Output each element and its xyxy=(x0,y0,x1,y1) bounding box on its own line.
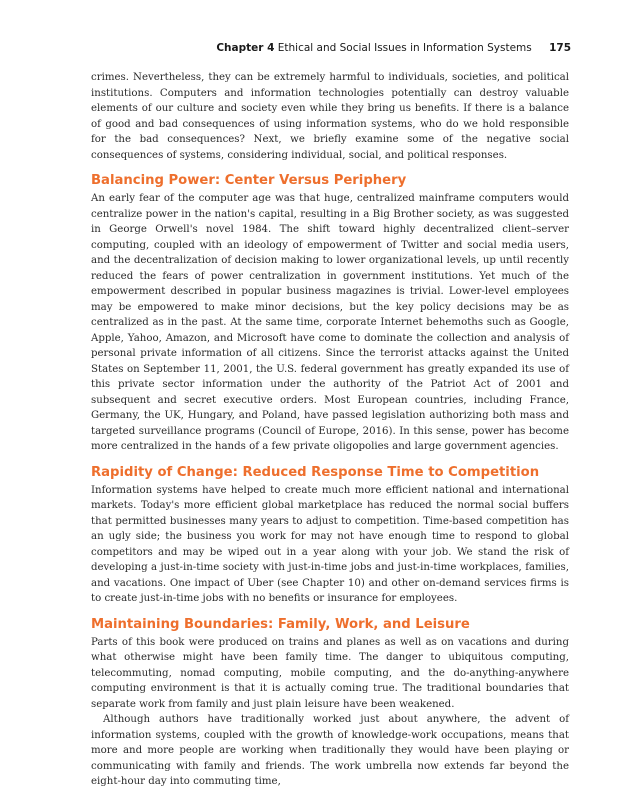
intro-paragraph: crimes. Nevertheless, they can be extremely harmful to individuals, societies, and political institutions. Computers and information technologies potentially can destroy valuable elements of our culture and society even while they bring us benefits. If there is a balance of good and bad consequences of using information systems, who do we hold responsible for the bad consequences? Next, we briefly examine some of the negative social consequences of systems, considering individual, social, and political responses. xyxy=(91,72,569,161)
body-text xyxy=(91,70,569,790)
section-heading-balancing-power: Balancing Power: Center Versus Periphery xyxy=(91,173,407,188)
section-paragraph: An early fear of the computer age was that huge, centralized mainframe computers would centralize power in the nation's capital, resulting in a Big Brother society, as was suggested in George Orwell's novel 1984. The shift toward highly decentralized client–server computing, coupled with an ideology of empowerment of Twitter and social media users, and the decentralization of decision making to lower organizational levels, up until recently reduced the fears of power centralization in government institutions. Yet much of the empowerment described in popular business magazines is trivial. Lower-level employees may be empowered to make minor decisions, but the key policy decisions may be as centralized as in the past. At the same time, corporate Internet behemoths such as Google, Apple, Yahoo, Amazon, and Microsoft have come to dominate the collection and analysis of personal private information of all citizens. Since the terrorist attacks against the United States on September 11, 2001, the U.S. federal government has greatly expanded its use of this private sector information under the authority of the Patriot Act of 2001 and subsequent and secret executive orders. Most European countries, including France, Germany, the UK, Hungary, and Poland, have passed legislation authorizing both mass and targeted surveillance programs (Council of Europe, 2016). In this sense, power has become more centralized in the hands of a few private oligopolies and large government agencies. xyxy=(91,193,569,452)
chapter-title: Ethical and Social Issues in Information Systems xyxy=(277,42,532,54)
chapter-label: Chapter 4 xyxy=(216,42,275,54)
section-paragraph: Parts of this book were produced on trains and planes as well as on vacations and during what otherwise might have been family time. The danger to ubiquitous computing, telecommuting, nomad computing, mobile computing, and the do-anything-anywhere computing environment is that it is actually coming true. The traditional boundaries that separate work from family and just plain leisure have been weakened. xyxy=(91,636,569,710)
section-heading-rapidity-of-change: Rapidity of Change: Reduced Response Time to Competition xyxy=(91,464,540,480)
section-paragraph: Information systems have helped to create much more efficient national and international markets. Today's more efficient global marketplace has reduced the normal social buffers that permitted businesses many years to adjust to competition. Time-based competition has an ugly side; the business you work for may not have enough time to respond to global competitors and may be wiped out in a year along with your job. We stand the risk of developing a just-in-time society with just-in-time jobs and just-in-time workplaces, families, and vacations. One impact of Uber (see Chapter 10) and other on-demand services firms is to create just-in-time jobs with no benefits or insurance for employees. xyxy=(91,484,569,604)
running-header xyxy=(216,42,571,54)
section-heading-maintaining-boundaries: Maintaining Boundaries: Family, Work, and Leisure xyxy=(91,616,470,632)
page-number: 175 xyxy=(549,42,571,54)
section-paragraph: Although authors have traditionally worked just about anywhere, the advent of information systems, coupled with the growth of knowledge-work occupations, means that more and more people are working when traditionally they would have been playing or communicating with family and friends. The work umbrella now extends far beyond the eight-hour day into commuting time, xyxy=(91,714,569,787)
